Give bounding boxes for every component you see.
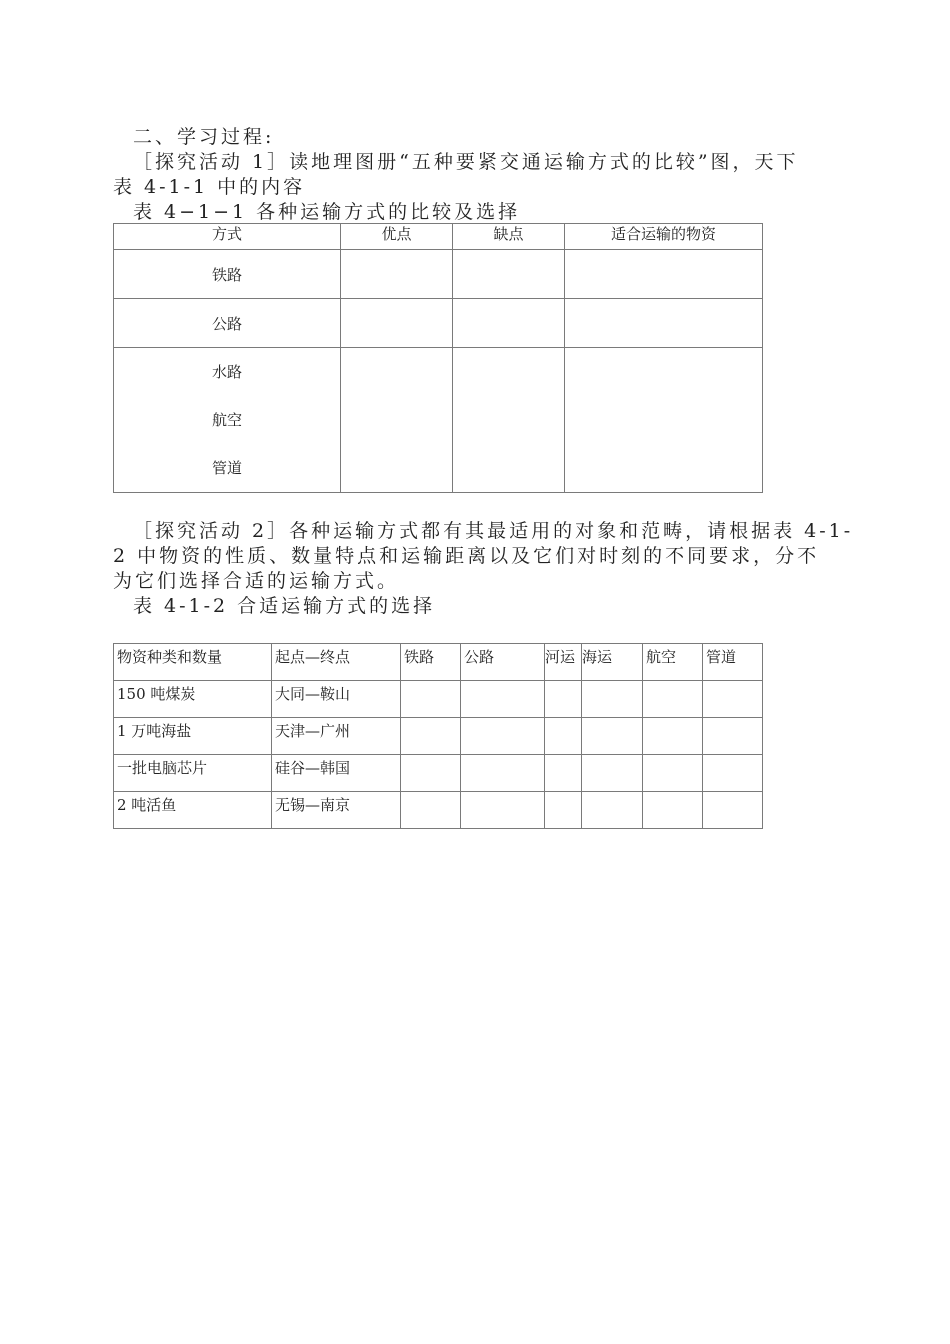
table2-header-sea: 海运: [582, 644, 643, 681]
table2-header-row: [114, 644, 763, 681]
activity1-line1: ［探究活动 1］读地理图册“五种要紧交通运输方式的比较”图，天下: [133, 151, 799, 173]
table-cell: [461, 718, 545, 755]
table2-header-pipeline: 管道: [703, 644, 763, 681]
table-cell: [582, 792, 643, 829]
table-cell: [565, 250, 763, 299]
table1-header-row: [114, 224, 763, 250]
table-row: [114, 755, 763, 792]
goods-cell: 2 吨活鱼: [114, 792, 272, 829]
table-cell: [545, 718, 582, 755]
activity1-line2: 表 4-1-1 中的内容: [113, 176, 306, 198]
activity2-line1: ［探究活动 2］各种运输方式都有其最适用的对象和范畴，请根据表 4-1-: [133, 520, 854, 542]
table2-header-air: 航空: [643, 644, 703, 681]
goods-cell: 1 万吨海盐: [114, 718, 272, 755]
table-cell: [703, 755, 763, 792]
route-cell: 硅谷—韩国: [272, 755, 401, 792]
table-cell: [461, 755, 545, 792]
table-cell: [401, 718, 461, 755]
table-cell: [582, 718, 643, 755]
table2-header-river: 河运: [545, 644, 582, 681]
mode-pipeline: 管道: [211, 459, 242, 477]
activity2-line2: 2 中物资的性质、数量特点和运输距离以及它们对时刻的不同要求，分不: [113, 545, 820, 567]
table-cell: [565, 299, 763, 348]
table-row: [114, 681, 763, 718]
table-row: [114, 299, 763, 348]
table-row: [114, 250, 763, 299]
table-cell: [453, 348, 565, 493]
table-cell: [643, 755, 703, 792]
table1-header-mode: 方式: [114, 224, 341, 250]
table1-header-disadvantages: 缺点: [453, 224, 565, 250]
table-cell: [703, 681, 763, 718]
table-cell: [582, 755, 643, 792]
table-cell: [401, 792, 461, 829]
table-cell: [341, 299, 453, 348]
table-cell: [643, 792, 703, 829]
table-cell: [341, 250, 453, 299]
table2-header-route: 起点—终点: [272, 644, 401, 681]
mode-highway: 公路: [114, 299, 341, 348]
goods-cell: 一批电脑芯片: [114, 755, 272, 792]
table-cell: [545, 792, 582, 829]
table-cell: [582, 681, 643, 718]
table-cell: [461, 792, 545, 829]
table1-header-suitable-goods: 适合运输的物资: [565, 224, 763, 250]
table-cell: [453, 250, 565, 299]
goods-cell: 150 吨煤炭: [114, 681, 272, 718]
table-row: [114, 348, 763, 493]
table-cell: [545, 755, 582, 792]
table-cell: [643, 718, 703, 755]
route-cell: 无锡—南京: [272, 792, 401, 829]
table2-header-goods: 物资种类和数量: [114, 644, 272, 681]
transport-comparison-table: [113, 223, 763, 493]
table-row: [114, 792, 763, 829]
table-cell: [643, 681, 703, 718]
route-cell: 大同—鞍山: [272, 681, 401, 718]
table2-caption: 表 4-1-2 合适运输方式的选择: [133, 595, 436, 617]
table-cell: [461, 681, 545, 718]
table-cell: [401, 681, 461, 718]
mode-waterway: 水路: [211, 363, 242, 381]
table-cell: [565, 348, 763, 493]
table-cell: [341, 348, 453, 493]
transport-selection-table: [113, 643, 763, 829]
section-title: 二、学习过程:: [133, 126, 275, 148]
mode-group-cell: [114, 348, 341, 493]
table1-header-advantages: 优点: [341, 224, 453, 250]
table1-caption: 表 4−1−1 各种运输方式的比较及选择: [133, 201, 521, 223]
mode-railway: 铁路: [114, 250, 341, 299]
table-cell: [401, 755, 461, 792]
table-cell: [703, 792, 763, 829]
table2-header-railway: 铁路: [401, 644, 461, 681]
table-row: [114, 718, 763, 755]
activity2-line3: 为它们选择合适的运输方式。: [113, 570, 400, 592]
table2-header-highway: 公路: [461, 644, 545, 681]
table-cell: [703, 718, 763, 755]
mode-aviation: 航空: [211, 411, 242, 429]
table-cell: [545, 681, 582, 718]
table-cell: [453, 299, 565, 348]
route-cell: 天津—广州: [272, 718, 401, 755]
